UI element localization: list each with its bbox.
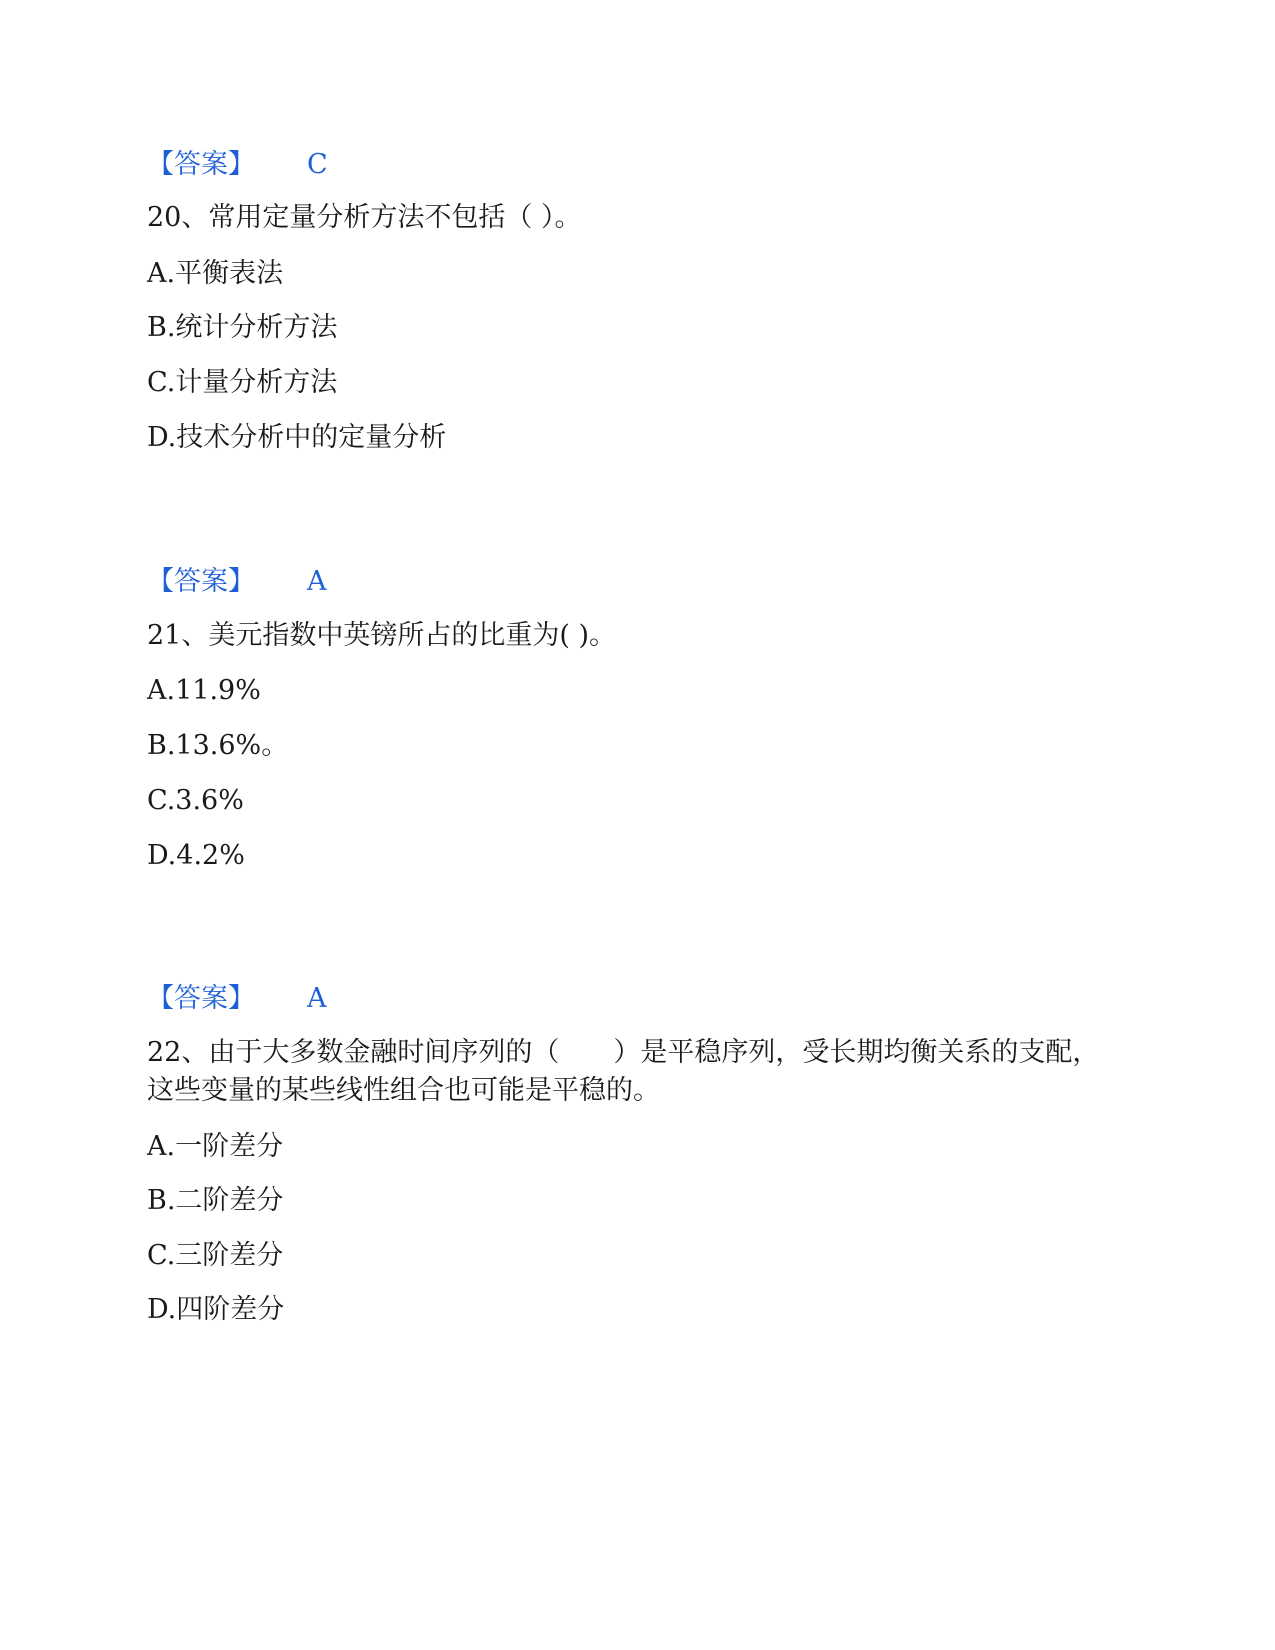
option-a: A.11.9%	[147, 675, 261, 706]
option-c: C.计量分析方法	[147, 367, 338, 398]
answer-line	[147, 565, 327, 599]
option-d: D.4.2%	[147, 840, 245, 871]
option-d: D.技术分析中的定量分析	[147, 422, 447, 453]
option-c: C.3.6%	[147, 785, 244, 816]
option-b: B.二阶差分	[147, 1185, 284, 1216]
option-a: A.一阶差分	[147, 1131, 284, 1162]
answer-line	[147, 148, 328, 182]
option-b: B.13.6%。	[147, 730, 289, 761]
question-20: 20、常用定量分析方法不包括（ ）。	[147, 202, 582, 233]
option-b: B.统计分析方法	[147, 312, 338, 343]
option-c: C.三阶差分	[147, 1240, 284, 1271]
option-d: D.四阶差分	[147, 1294, 285, 1325]
option-a: A.平衡表法	[147, 258, 284, 289]
answer-label: 【答案】	[147, 149, 255, 180]
question-22: 22、由于大多数金融时间序列的（ ）是平稳序列，受长期均衡关系的支配，这些变量的某些线性组合也可能是平稳的。	[147, 1037, 1100, 1106]
answer-label: 【答案】	[147, 983, 255, 1014]
answer-value: A	[307, 983, 327, 1014]
answer-value: C	[307, 149, 328, 180]
answer-line	[147, 982, 327, 1016]
answer-label: 【答案】	[147, 566, 255, 597]
question-21: 21、美元指数中英镑所占的比重为( )。	[147, 620, 617, 651]
answer-value: A	[307, 566, 327, 597]
